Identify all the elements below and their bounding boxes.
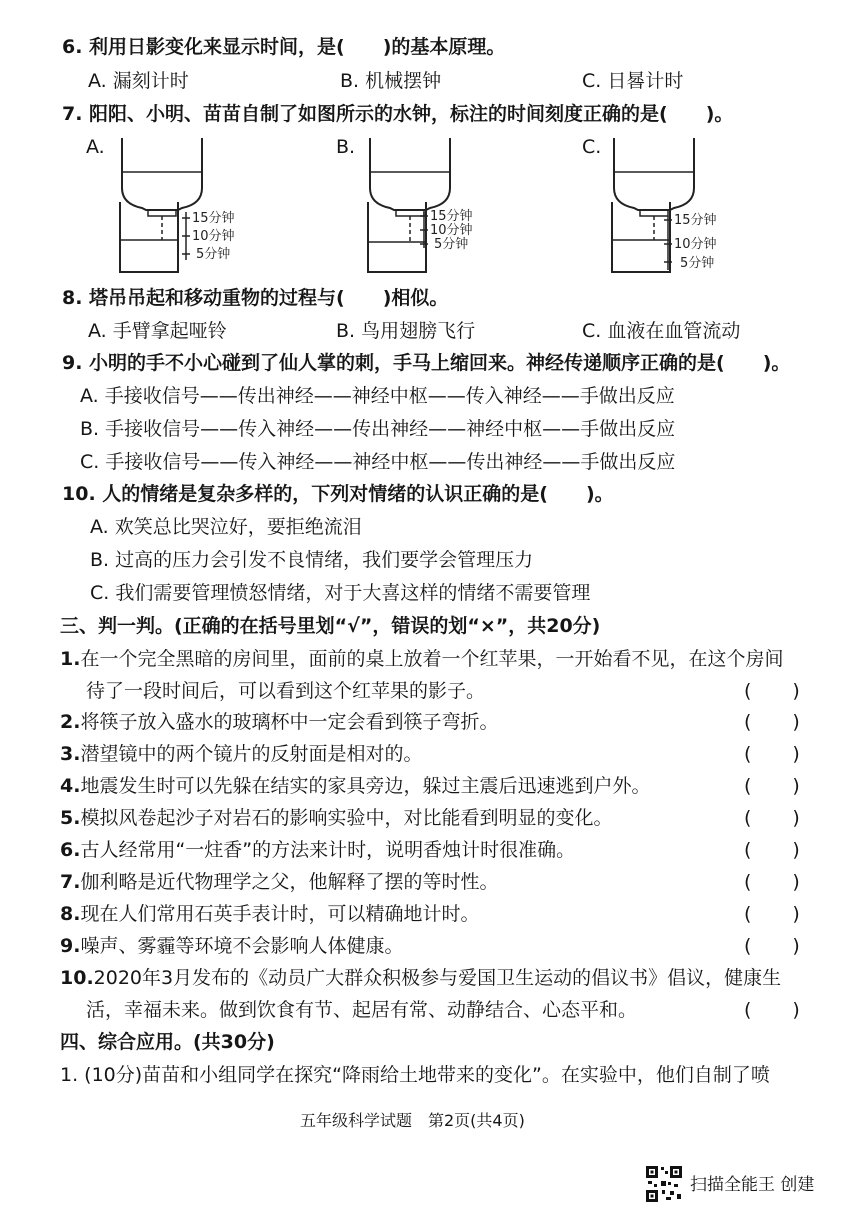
water-clock-b-diagram bbox=[360, 132, 535, 282]
clock-a-mark-1: 15分钟 bbox=[192, 211, 235, 226]
tf-item-6-num: 6. bbox=[60, 839, 81, 861]
tf-item-10 bbox=[60, 965, 781, 991]
tf-item-4 bbox=[60, 773, 650, 799]
question-8-stem: 8. 塔吊吊起和移动重物的过程与( )相似。 bbox=[62, 287, 449, 309]
tf-item-3-num: 3. bbox=[60, 743, 81, 765]
tf-item-10-answer-blank[interactable]: ( ) bbox=[744, 999, 801, 1021]
tf-item-1-num: 1. bbox=[60, 648, 81, 670]
q9-option-a: A. 手接收信号——传出神经——神经中枢——传入神经——手做出反应 bbox=[80, 385, 675, 407]
q6-option-c: C. 日晷计时 bbox=[582, 70, 684, 92]
tf-item-4-answer-blank[interactable]: ( ) bbox=[744, 775, 801, 797]
tf-item-9-text: 噪声、雾霾等环境不会影响人体健康。 bbox=[80, 935, 404, 957]
tf-item-9 bbox=[60, 933, 403, 959]
tf-item-9-num: 9. bbox=[60, 935, 81, 957]
tf-item-6-answer-blank[interactable]: ( ) bbox=[744, 839, 801, 861]
tf-item-5-num: 5. bbox=[60, 807, 81, 829]
tf-item-10-line-2: 活，幸福未来。做到饮食有节、起居有常、动静结合、心态平和。 bbox=[86, 999, 638, 1021]
question-9-stem: 9. 小明的手不小心碰到了仙人掌的刺，手马上缩回来。神经传递顺序正确的是( )。 bbox=[62, 352, 791, 374]
q8-option-b: B. 鸟用翅膀飞行 bbox=[336, 320, 476, 342]
tf-item-5 bbox=[60, 805, 612, 831]
question-10-stem: 10. 人的情绪是复杂多样的，下列对情绪的认识正确的是( )。 bbox=[62, 483, 614, 505]
tf-item-7-text: 伽利略是近代物理学之父，他解释了摆的等时性。 bbox=[80, 871, 499, 893]
tf-item-8-num: 8. bbox=[60, 903, 81, 925]
tf-item-3-text: 潜望镜中的两个镜片的反射面是相对的。 bbox=[80, 743, 423, 765]
clock-c-mark-3: 5分钟 bbox=[680, 256, 715, 271]
tf-item-7 bbox=[60, 869, 498, 895]
clock-c-mark-2: 10分钟 bbox=[674, 237, 717, 252]
tf-item-5-text: 模拟风卷起沙子对岩石的影响实验中，对比能看到明显的变化。 bbox=[80, 807, 613, 829]
q8-option-a: A. 手臂拿起哑铃 bbox=[88, 320, 227, 342]
tf-item-2-answer-blank[interactable]: ( ) bbox=[744, 711, 801, 733]
question-6-stem: 6. 利用日影变化来显示时间，是( )的基本原理。 bbox=[62, 36, 506, 58]
tf-item-6 bbox=[60, 837, 575, 863]
clock-b-label: B. bbox=[336, 136, 356, 158]
tf-item-8-text: 现在人们常用石英手表计时，可以精确地计时。 bbox=[80, 903, 480, 925]
clock-c-label: C. bbox=[582, 136, 602, 158]
q9-option-b: B. 手接收信号——传入神经——传出神经——神经中枢——手做出反应 bbox=[80, 418, 676, 440]
tf-item-3 bbox=[60, 741, 422, 767]
question-7-stem: 7. 阳阳、小明、苗苗自制了如图所示的水钟，标注的时间刻度正确的是( )。 bbox=[62, 103, 734, 125]
tf-item-2 bbox=[60, 709, 498, 735]
tf-item-6-text: 古人经常用“一炷香”的方法来计时，说明香烛计时很准确。 bbox=[80, 839, 576, 861]
tf-item-8 bbox=[60, 901, 479, 927]
tf-item-1-line-1: 在一个完全黑暗的房间里，面前的桌上放着一个红苹果，一开始看不见，在这个房间 bbox=[80, 648, 784, 670]
tf-item-4-text: 地震发生时可以先躲在结实的家具旁边，躲过主震后迅速逃到户外。 bbox=[80, 775, 651, 797]
tf-item-10-num: 10. bbox=[60, 967, 94, 989]
tf-item-7-answer-blank[interactable]: ( ) bbox=[744, 871, 801, 893]
section-4-title: 四、综合应用。(共30分) bbox=[60, 1031, 275, 1053]
clock-b-mark-2: 10分钟 bbox=[430, 223, 473, 238]
tf-item-1 bbox=[60, 646, 783, 672]
tf-item-2-num: 2. bbox=[60, 711, 81, 733]
tf-item-4-num: 4. bbox=[60, 775, 81, 797]
page-footer: 五年级科学试题 第2页(共4页) bbox=[300, 1111, 525, 1130]
q6-option-a: A. 漏刻计时 bbox=[88, 70, 189, 92]
water-clock-c-diagram bbox=[604, 132, 779, 282]
water-clock-a-diagram bbox=[112, 132, 287, 282]
tf-item-2-text: 将筷子放入盛水的玻璃杯中一定会看到筷子弯折。 bbox=[80, 711, 499, 733]
clock-b-mark-3: 5分钟 bbox=[434, 237, 469, 252]
clock-b-mark-1: 15分钟 bbox=[430, 209, 473, 224]
tf-item-1-answer-blank[interactable]: ( ) bbox=[744, 680, 801, 702]
clock-a-label: A. bbox=[86, 136, 105, 158]
tf-item-10-line-1: 2020年3月发布的《动员广大群众积极参与爱国卫生运动的倡议书》倡议，健康生 bbox=[93, 967, 782, 989]
tf-item-3-answer-blank[interactable]: ( ) bbox=[744, 743, 801, 765]
clock-a-mark-3: 5分钟 bbox=[196, 247, 231, 262]
clock-c-mark-1: 15分钟 bbox=[674, 213, 717, 228]
tf-item-8-answer-blank[interactable]: ( ) bbox=[744, 903, 801, 925]
tf-item-1-line-2: 待了一段时间后，可以看到这个红苹果的影子。 bbox=[86, 680, 486, 702]
q10-option-c: C. 我们需要管理愤怒情绪，对于大喜这样的情绪不需要管理 bbox=[90, 582, 591, 604]
q6-option-b: B. 机械摆钟 bbox=[340, 70, 442, 92]
watermark-text: 扫描全能王 创建 bbox=[690, 1175, 815, 1195]
tf-item-7-num: 7. bbox=[60, 871, 81, 893]
q8-option-c: C. 血液在血管流动 bbox=[582, 320, 741, 342]
tf-item-5-answer-blank[interactable]: ( ) bbox=[744, 807, 801, 829]
q10-option-a: A. 欢笑总比哭泣好，要拒绝流泪 bbox=[90, 516, 362, 538]
clock-a-mark-2: 10分钟 bbox=[192, 229, 235, 244]
section-3-title: 三、判一判。(正确的在括号里划“√”，错误的划“×”，共20分) bbox=[60, 615, 601, 637]
tf-item-9-answer-blank[interactable]: ( ) bbox=[744, 935, 801, 957]
q10-option-b: B. 过高的压力会引发不良情绪，我们要学会管理压力 bbox=[90, 549, 534, 571]
section-4-question-1: 1. (10分)苗苗和小组同学在探究“降雨给土地带来的变化”。在实验中，他们自制了喷 bbox=[60, 1064, 770, 1086]
q9-option-c: C. 手接收信号——传入神经——神经中枢——传出神经——手做出反应 bbox=[80, 451, 676, 473]
qr-code-icon bbox=[644, 1164, 684, 1204]
